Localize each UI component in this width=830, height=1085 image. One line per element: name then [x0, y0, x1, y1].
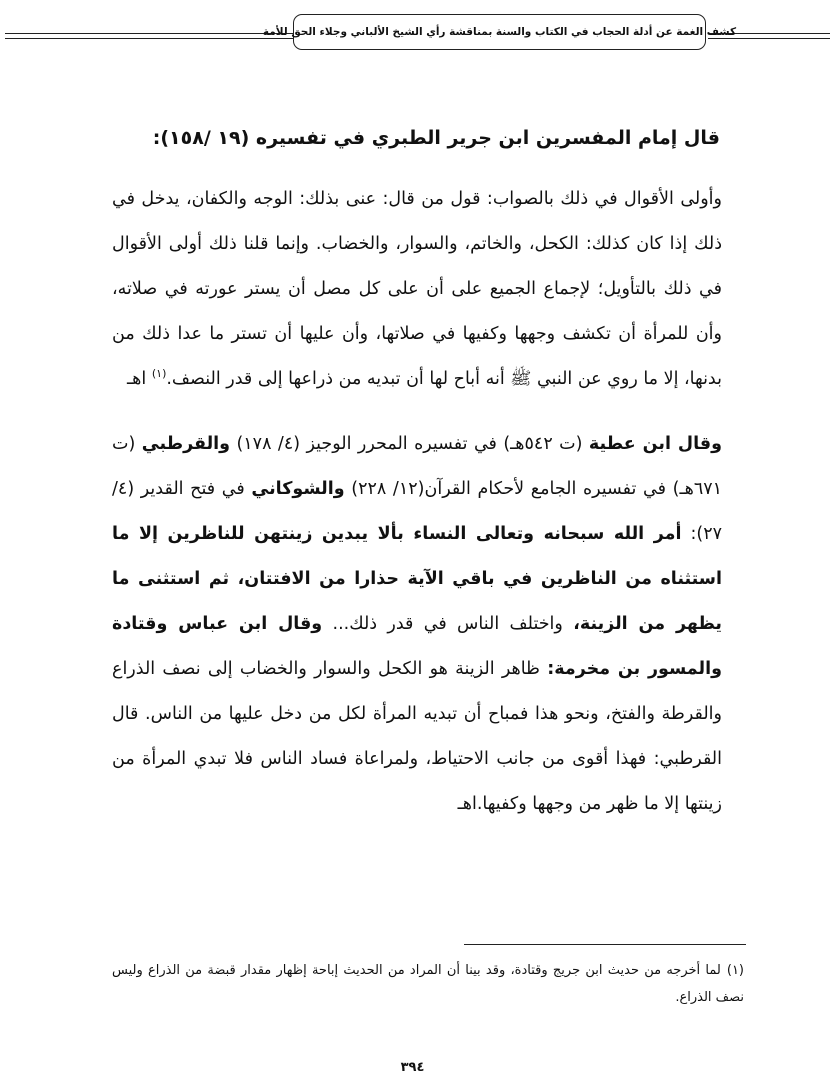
scholar-name-shawkani: والشوكاني — [251, 479, 345, 499]
quoted-narrators: وقال ابن عباس وقتادة والمسور بن مخرمة: — [112, 614, 722, 679]
paragraph-tabari — [112, 177, 722, 402]
paragraph-ibn-atiyya — [112, 422, 722, 827]
paragraph-tabari-ending: اهـ — [127, 369, 147, 389]
header-rule-left — [5, 33, 293, 39]
paragraph-lead: وقال ابن عطية — [588, 434, 723, 454]
footnote — [112, 957, 744, 1011]
paragraph-tabari-text: وأولى الأقوال في ذلك بالصواب: قول من قال: عنى بذلك: الوجه والكفان، يدخل في ذلك إذا كان كذلك: الكحل، والخاتم، والسوار، والخضاب. وإنما قلنا ذلك أولى الأقوال في ذلك بالتأويل؛ لإجماع الجميع على أن على كل مصل أن يستر عورته في صلاته، وأن للمرأة أن تكشف وجهها وكفيها في صلاتها، وأن عليها أن تستر ما عدا ذلك من بدنها، إلا ما روي عن النبي ﷺ أنه أباح لها أن تبديه من ذراعها إلى قدر النصف. — [112, 189, 722, 389]
running-header-title: كشف الغمة عن أدلة الحجاب في الكتاب والسنة بمناقشة رأي الشيخ الألباني وجلاء الحق للأمة — [262, 26, 737, 38]
intro-heading: قال إمام المفسرين ابن جرير الطبري في تفسيره (١٩ /١٥٨): — [152, 127, 720, 149]
footnote-divider — [464, 944, 746, 945]
page-number: ٣٩٤ — [400, 1060, 425, 1075]
quoted-statement: أمر الله سبحانه وتعالى النساء بألا يبدين زينتهن للناظرين إلا ما استثناه من الناظرين في باقي الآية حذارا من الافتتان، ثم استثنى ما يظهر من الزينة، — [112, 524, 722, 634]
paragraph-part-3: في فتح القدير (٤/ ٢٧): — [112, 479, 722, 544]
page-body — [112, 118, 722, 847]
footnote-reference: (١) — [151, 367, 167, 381]
paragraph-part-1: (ت ٥٤٢هـ) في تفسيره المحرر الوجيز (٤/ ١٧٨) — [230, 434, 589, 454]
running-header — [262, 14, 737, 50]
paragraph-part-4: واختلف الناس في قدر ذلك... — [322, 614, 574, 634]
footnote-marker: (١) — [726, 963, 744, 978]
paragraph-part-2: (ت ٦٧١هـ) في تفسيره الجامع لأحكام القرآن(١٢/ ٢٢٨) — [112, 434, 723, 499]
scholar-name-qurtubi: والقرطبي — [141, 434, 231, 454]
footnote-text: لما أخرجه من حديث ابن جريج وقتادة، وقد بينا أن المراد من الحديث إباحة إظهار مقدار قبضة من الذراع وليس نصف الذراع. — [112, 963, 744, 1005]
paragraph-part-5: ظاهر الزينة هو الكحل والسوار والخضاب إلى نصف الذراع والقرطة والفتخ، ونحو هذا فمباح أن تبديه المرأة لكل من دخل عليها من الناس. قال القرطبي: فهذا أقوى من جانب الاحتياط، ولمراعاة فساد الناس فلا تبدي المرأة من زينتها إلا ما ظهر من وجهها وكفيها.اهـ — [112, 659, 722, 814]
